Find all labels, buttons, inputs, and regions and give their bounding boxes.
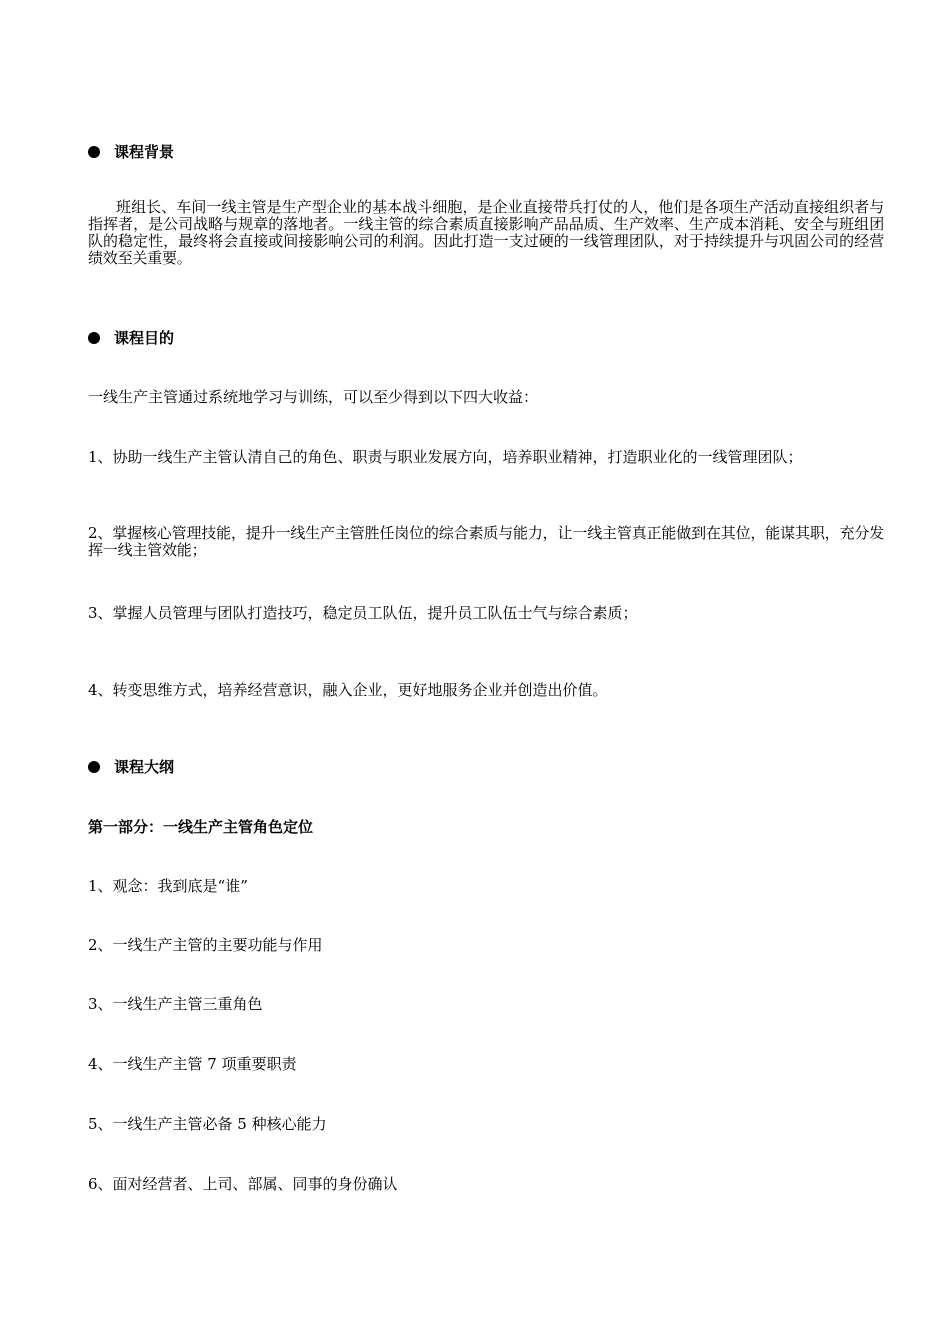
section-heading-text: 课程目的 (114, 329, 175, 347)
background-paragraph: 班组长、车间一线主管是生产型企业的基本战斗细胞，是企业直接带兵打仗的人，他们是各项生产活动直接组织者与指挥者，是公司战略与规章的落地者。一线主管的综合素质直接影响产品品质、生产效率、生产成本消耗、安全与班组团队的稳定性，最终将会直接或间接影响公司的利润。因此打造一支过硬的一线管理团队，对于持续提升与巩固公司的经营绩效至关重要。 (88, 198, 884, 267)
outline-item: 3、一线生产主管三重角色 (88, 995, 263, 1013)
outline-item: 2、一线生产主管的主要功能与作用 (88, 936, 323, 954)
objective-item: 4、转变思维方式，培养经营意识，融入企业，更好地服务企业并创造出价值。 (88, 681, 608, 699)
section-heading-objectives (88, 329, 884, 347)
section-heading-background (88, 143, 884, 161)
section-heading-text: 课程大纲 (114, 758, 175, 776)
bullet-icon (88, 146, 100, 158)
objective-item: 1、协助一线生产主管认清自己的角色、职责与职业发展方向，培养职业精神，打造职业化的一线管理团队； (88, 448, 803, 466)
objectives-intro: 一线生产主管通过系统地学习与训练，可以至少得到以下四大收益： (88, 388, 539, 406)
section-heading-text: 课程背景 (114, 143, 175, 161)
bullet-icon (88, 761, 100, 773)
outline-item: 4、一线生产主管 7 项重要职责 (88, 1055, 297, 1073)
outline-item: 1、观念：我到底是“谁” (88, 877, 248, 895)
outline-item: 6、面对经营者、上司、部属、同事的身份确认 (88, 1175, 398, 1193)
bullet-icon (88, 332, 100, 344)
objective-item: 2、掌握核心管理技能，提升一线生产主管胜任岗位的综合素质与能力，让一线主管真正能做到在其位，能谋其职，充分发挥一线主管效能； (88, 524, 884, 559)
section-heading-outline (88, 758, 884, 776)
outline-part-title: 第一部分：一线生产主管角色定位 (88, 818, 314, 836)
objective-item: 3、掌握人员管理与团队打造技巧，稳定员工队伍，提升员工队伍士气与综合素质； (88, 604, 638, 622)
outline-item: 5、一线生产主管必备 5 种核心能力 (88, 1115, 327, 1133)
